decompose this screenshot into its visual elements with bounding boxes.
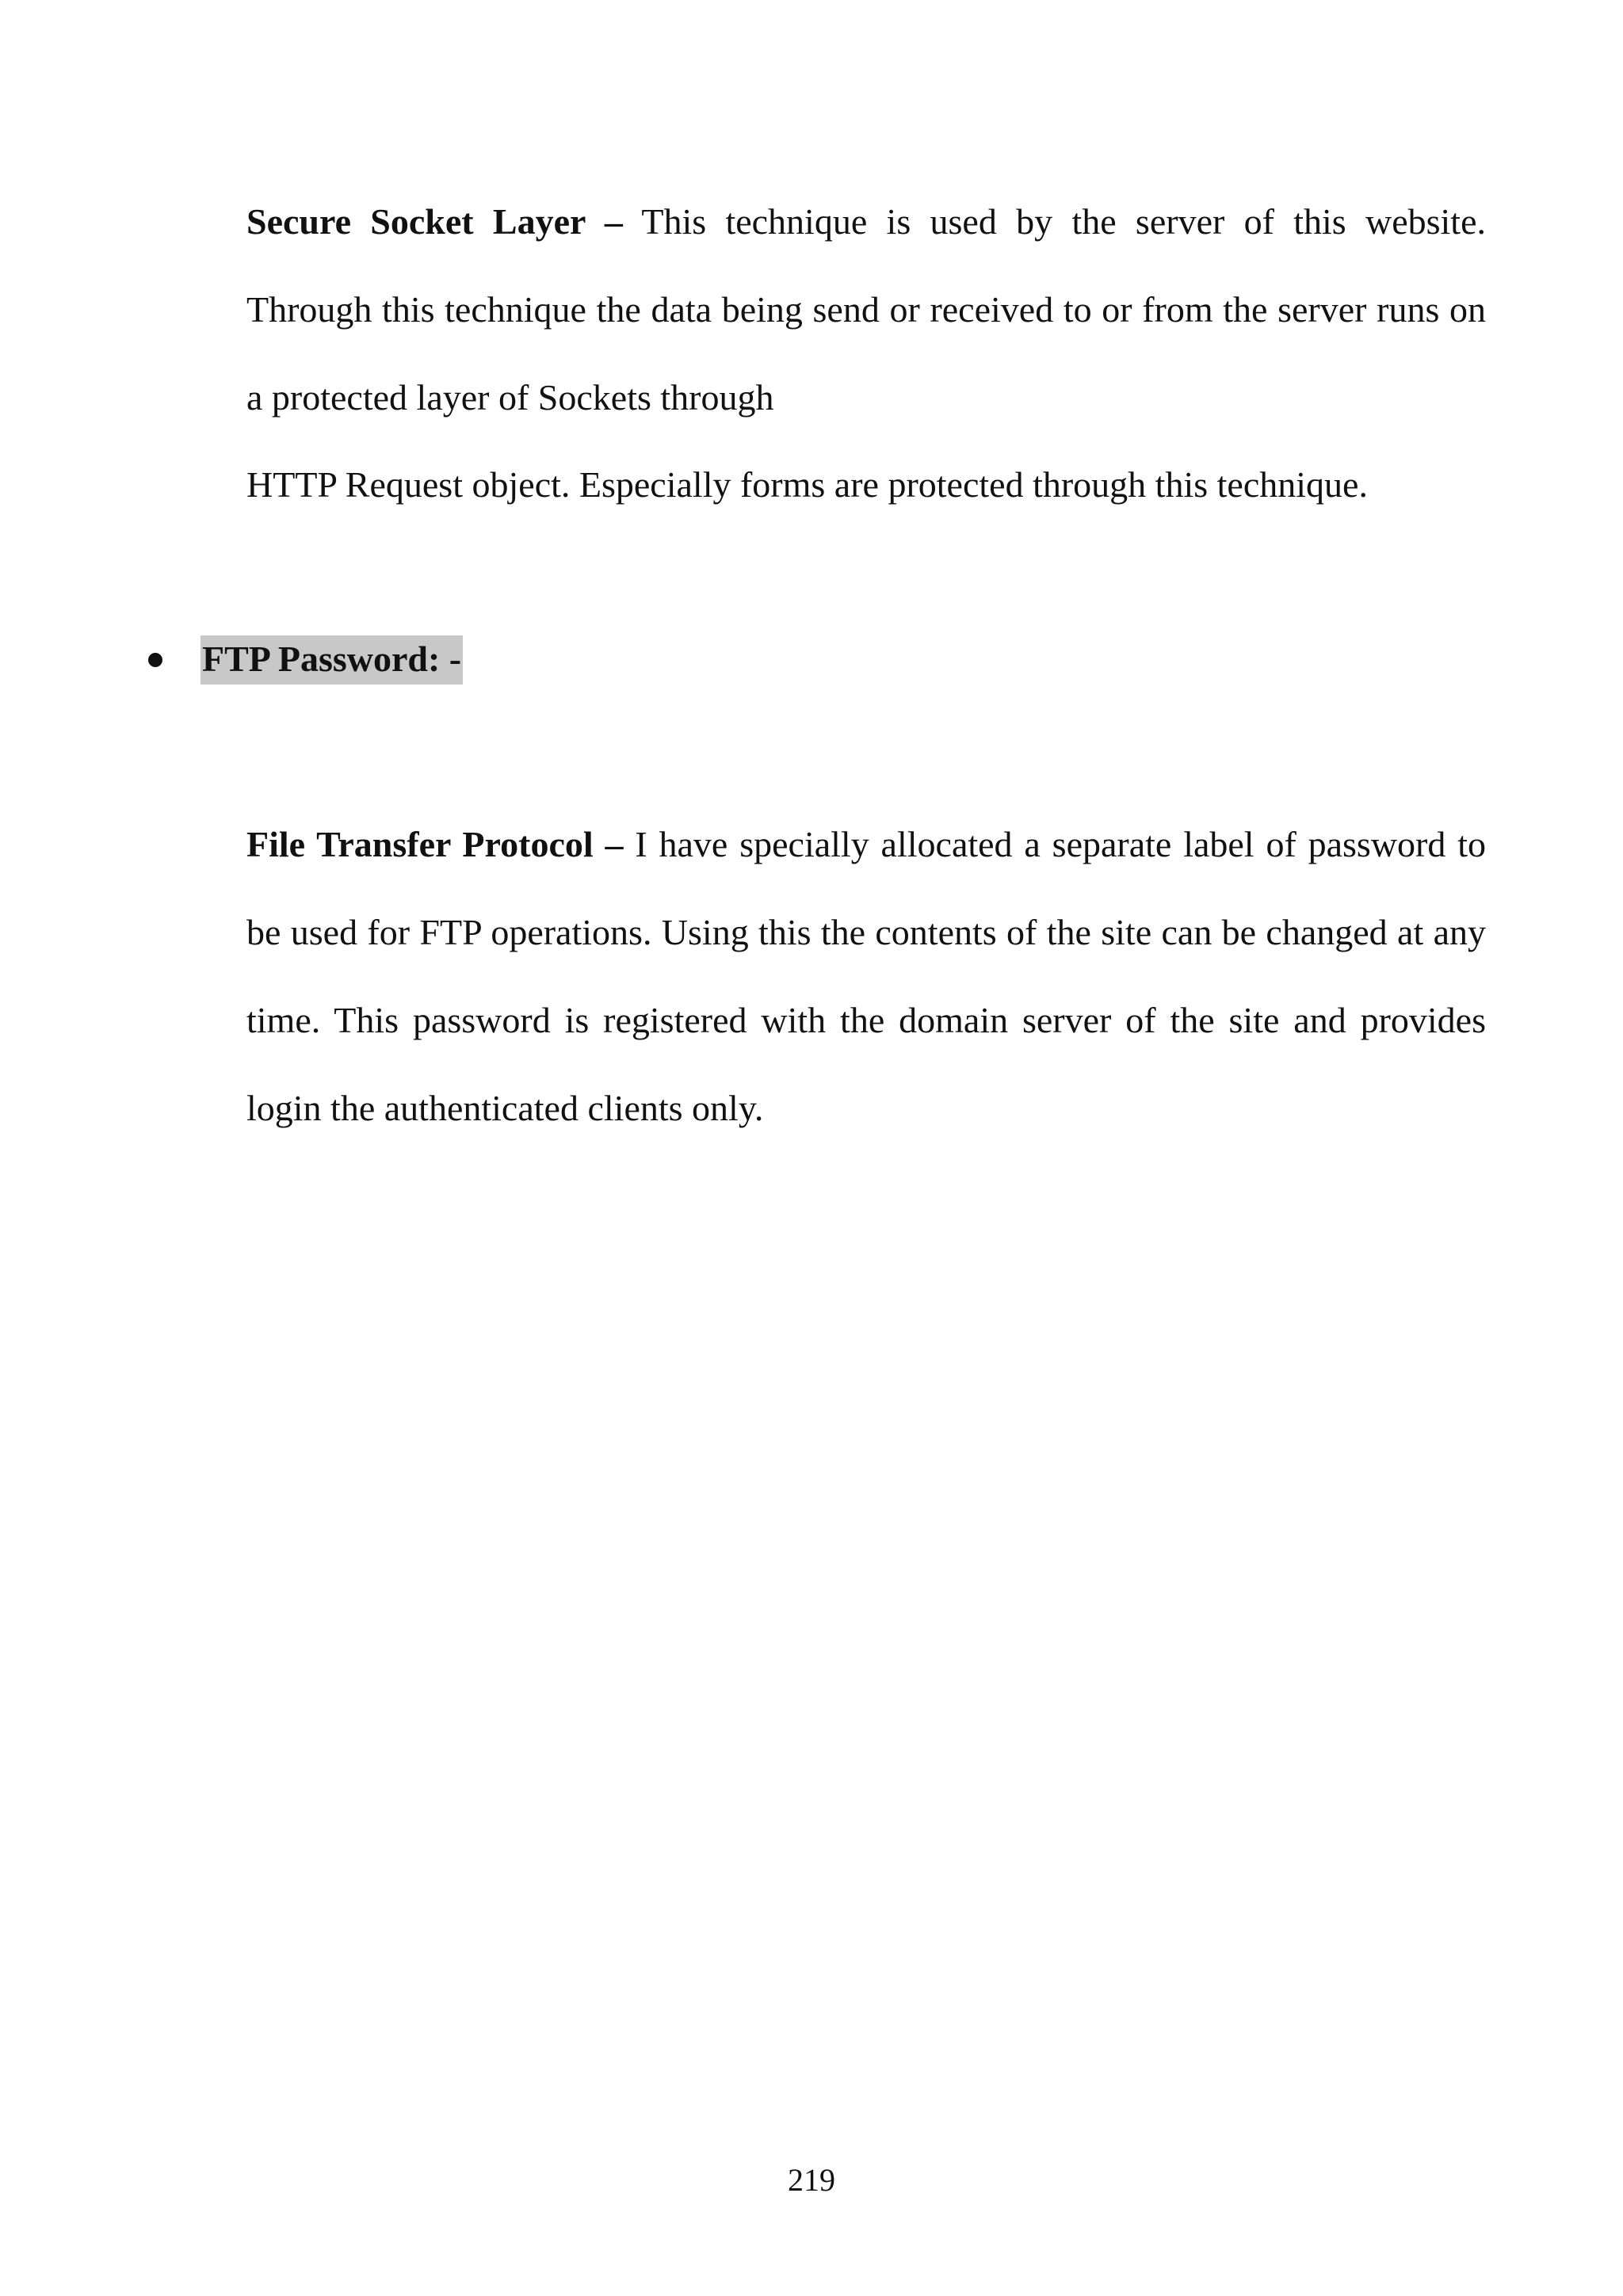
bullet-icon [148,653,162,667]
page-number: 219 [788,2162,835,2198]
ssl-paragraph [246,177,1486,441]
ssl-continuation: HTTP Request object. Especially forms are protected through this technique. [246,464,1368,505]
ssl-text: This technique is used by the server of this website. Through this technique the data being send or received to or from the server runs on a protected layer of Sockets through [246,201,1486,418]
ftp-bullet [145,635,463,685]
ftp-heading: FTP Password: - [200,635,463,685]
ssl-term: Secure Socket Layer – [246,201,623,242]
ftp-term: File Transfer Protocol – [246,824,624,864]
ftp-paragraph [246,800,1486,1152]
ftp-text: I have specially allocated a separate label of password to be used for FTP operations. Using this the contents of the site can be changed at any time. This password is registered with the domain server of the site and provides login the authenticated clients only. [246,824,1486,1128]
